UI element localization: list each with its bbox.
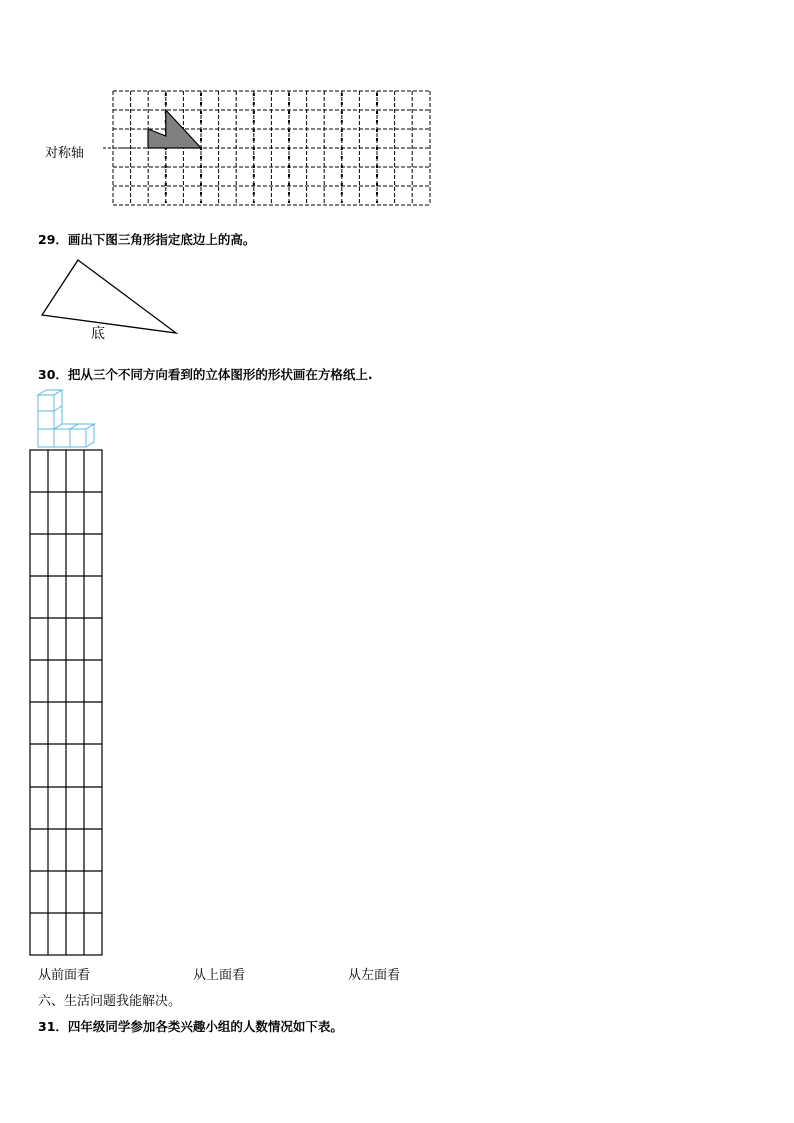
question-29-text: 29．画出下图三角形指定底边上的高。: [38, 232, 256, 247]
triangle-base-label: 底: [91, 326, 105, 342]
view-label-top: 从上面看: [193, 968, 246, 983]
section-6-title: 六、生活问题我能解决。: [38, 994, 182, 1009]
view-label-front: 从前面看: [38, 968, 91, 983]
symmetry-axis-label: 对称轴: [45, 146, 85, 161]
question-30-text: 30．把从三个不同方向看到的立体图形的形状画在方格纸上.: [38, 367, 373, 382]
view-label-left: 从左面看: [348, 968, 401, 983]
question-31-text: 31．四年级同学参加各类兴趣小组的人数情况如下表。: [38, 1019, 343, 1034]
